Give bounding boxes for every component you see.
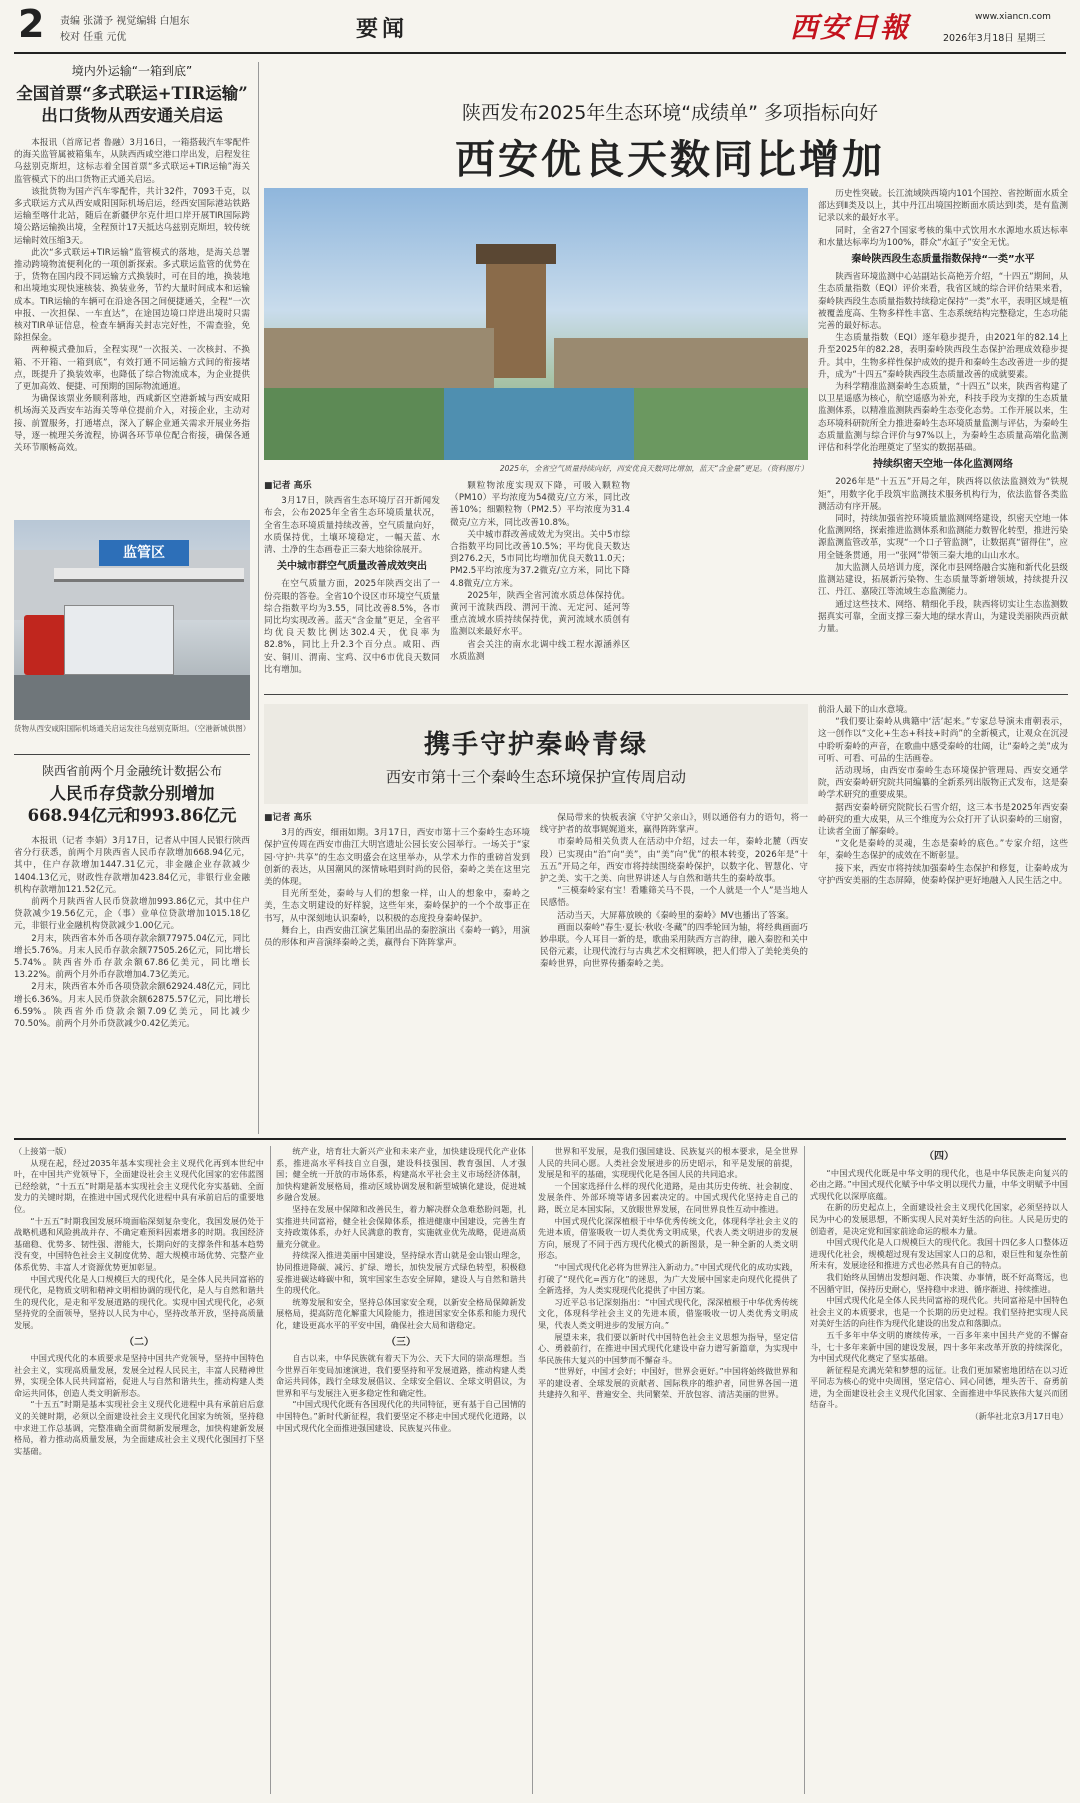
paragraph: 目光所至处，秦岭与人们的想象一样，山人的想象中，秦岭之美，生态文明建设的好样貌，这些年来，秦岭保护的一个个故事正在书写，从中深刻地认识秦岭，以积极的态度投身秦岭保护。 xyxy=(264,889,530,924)
customs-photo-caption: 货物从西安咸阳国际机场通关启运发往乌兹别克斯坦。（空港新城供图） xyxy=(14,724,251,733)
paragraph: 活动现场，由西安市秦岭生态环境保护管理局、西安交通学院，西安秦岭研究院共同编纂的全新系列出版物正式发布，这是秦岭学术研究的重要成果。 xyxy=(818,766,1068,801)
article-title: 全国首票“多式联运+TIR运输” xyxy=(16,84,248,103)
paragraph: 我们始终从国情出发想问题、作决策、办事情，既不好高骛远，也不因循守旧，保持历史耐心，坚持稳中求进、循序渐进、持续推进。 xyxy=(810,1271,1068,1294)
paragraph: 2026年是“十五五”开局之年，陕西将以依法监测效为“铁规矩”，用数字化手段筑牢监测技术服务机构行为，依法监督各类监测活动有序开展。 xyxy=(818,477,1068,512)
canopy xyxy=(54,568,244,582)
main-title: 西安优良天数同比增加 xyxy=(455,136,885,183)
continued-marker: （上接第一版） xyxy=(14,1146,72,1156)
tower xyxy=(486,258,546,378)
city-wall-photo-caption: 2025年，全省空气质量持续向好，西安优良天数同比增加，蓝天“含金量”更足。（资料图片） xyxy=(499,464,808,473)
left-divider xyxy=(14,754,250,755)
paragraph: 为确保该票业务顺利落地，西咸新区空港新城与西安咸阳机场海关及西安车站海关等单位提前介入，对接企业，主动对接、前置服务，打通堵点，深入了解企业通关需求开展业务指导，逐一梳理关务流程，协调各环节单位配合衔接，确保各通关环节顺畅高效。 xyxy=(14,394,250,454)
city-wall-right xyxy=(554,338,808,390)
section-marker: （三） xyxy=(386,1336,416,1348)
truck-cab xyxy=(24,615,66,675)
paragraph: 接下来，西安市将持续加强秦岭生态保护和修复，让秦岭成为守护西安美丽的生态屏障，使秦岭保护更好地融入人民生活之中。 xyxy=(818,863,1068,886)
article-kicker: 境内外运输“一箱到底” xyxy=(71,64,193,78)
trees-right xyxy=(634,388,808,460)
header xyxy=(0,0,1080,56)
article-body xyxy=(14,835,250,1121)
moat xyxy=(444,388,634,460)
main-divider xyxy=(264,694,1068,695)
bottom-column-4 xyxy=(810,1146,1068,1794)
bottom-column-2 xyxy=(276,1146,526,1794)
paragraph: 中国式现代化深深植根于中华优秀传统文化，体现科学社会主义的先进本质，借鉴吸收一切人类优秀文明成果，代表人类文明进步的发展方向，展现了不同于西方现代化模式的新图景，是一种全新的人类文明形态。 xyxy=(538,1215,798,1261)
paragraph: 中国式现代化的本质要求是坚持中国共产党领导，坚持中国特色社会主义，实现高质量发展，发展全过程人民民主，丰富人民精神世界，实现全体人民共同富裕，促进人与自然和谐共生，推动构建人类命运共同体，创造人类文明新形态。 xyxy=(14,1353,264,1398)
main2-column-3 xyxy=(818,704,1068,1130)
paragraph: 中国式现代化是全体人民共同富裕的现代化。共同富裕是中国特色社会主义的本质要求，也是一个长期的历史过程。我们坚持把实现人民对美好生活的向往作为现代化建设的出发点和落脚点。 xyxy=(810,1295,1068,1329)
paragraph: 在空气质量方面，2025年陕西交出了一份亮眼的答卷。全省10个设区市环境空气质量综合指数平均为3.55，同比改善8.5%，各市同比均实现改善。蓝天“含金量”更足，全省平均优良天数比例达302.4天，优良率为82.8%，同比上升2.3个百分点。咸阳、西安、铜川、渭南、宝鸡、汉中6市优良天数同比有增加。 xyxy=(264,579,440,675)
paragraph: 此次“多式联运+TIR运输”监管模式的落地，是海关总署推动跨境物流便利化的一项创新探索。多式联运监管的优势在于，货物在国内段不同运输方式换装时，可在目的地，换装地和出境地实现快速核装、换装业务，节约大量时间成本和运输成本。TIR运输的车辆可在沿途各国之间便捷通关，全程“一次申报、一次担保、一车直达”，在途国边境口岸进出境时只需核对TIR单证信息，检查车辆海关封志完好性，不需查验，免除担保金。 xyxy=(14,247,250,344)
main1-column-2 xyxy=(450,480,630,686)
paragraph: 市秦岭局相关负责人在活动中介绍，过去一年，秦岭北麓（西安段）已实现由“治”向“美”，由“美”向“优”的根本转变，2026年是“十五五”开局之年，西安市将持续围绕秦岭保护，以数字化、智慧化、守护之美、实干之美、向世界讲述人与自然和谐共生的秦岭故事。 xyxy=(540,837,808,885)
paragraph: 颗粒物浓度实现双下降，可吸入颗粒物（PM10）平均浓度为54微克/立方米，同比改善10%；细颗粒物（PM2.5）平均浓度为31.4微克/立方米，同比改善10.8%。 xyxy=(450,481,630,528)
issue-date: 2026年3月18日 星期三 xyxy=(943,33,1046,44)
paragraph: “十五五”时期是基本实现社会主义现代化进程中具有承前启后意义的关键时期，必须以全面建设社会主义现代化国家为统领，坚持稳中求进工作总基调，完整准确全面贯彻新发展理念，加快构建新发展格局，着力推动高质量发展，为全面建成社会主义现代化强国打下坚实基础。 xyxy=(14,1399,264,1456)
page-number: 2 xyxy=(18,2,45,46)
paragraph: 同时，全省27个国家考核的集中式饮用水水源地水质达标率和水量达标率均为100%，群众“水缸子”安全无忧。 xyxy=(818,225,1068,248)
trees-left xyxy=(264,388,444,460)
article-finance xyxy=(14,762,250,1121)
paragraph: 统筹发展和安全，坚持总体国家安全观，以新安全格局保障新发展格局，提高防范化解重大风险能力，推进国家安全体系和能力现代化，建设更高水平的平安中国，确保社会大局和谐稳定。 xyxy=(276,1296,526,1330)
paragraph: 保局带来的快板表演《守护父亲山》，则以通俗有力的语句，将一线守护者的故事娓娓道来，赢得阵阵掌声。 xyxy=(540,813,808,836)
customs-photo xyxy=(14,520,250,720)
paragraph: 加大监测人员培训力度，深化市县网络融合实施和新代化县级监测站建设，拓展新污染物、生态质量等新增领域，持续提升汉江、丹江、嘉陵江等流域生态监测能力。 xyxy=(818,562,1068,598)
paragraph: “三模秦岭家有宝！看雕筛关马不畏，一个人就是一个人”是当地人民感悟。 xyxy=(540,886,808,909)
paragraph: 习近平总书记深刻指出：“中国式现代化，深深植根于中华优秀传统文化，体现科学社会主义的先进本质，借鉴吸收一切人类优秀文明成果，代表人类文明进步的发展方向。” xyxy=(538,1296,798,1330)
paragraph: 从现在起，经过2035年基本实现社会主义现代化再到本世纪中叶，在中国共产党领导下，全面建设社会主义现代化国家的宏伟蓝图已经绘就，“十五五”时期是基本实现社会主义现代化夯实基础、全面发力的关键时期，在推进中国式现代化进程中具有承前启后的重要地位。 xyxy=(14,1157,264,1214)
section-title: 要闻 xyxy=(356,17,409,42)
bottom-divider-2 xyxy=(532,1146,533,1794)
paragraph: 本报讯（记者 李娟）3月17日，记者从中国人民银行陕西省分行获悉，前两个月陕西省人民币存款增加668.94亿元，其中，住户存款增加1447.31亿元，非金融企业存款减少1404.13亿元，财政性存款增加423.84亿元，非银行业金融机构存款增加121.52亿元。 xyxy=(14,836,250,895)
paragraph: 中国式现代化是人口规模巨大的现代化，是全体人民共同富裕的现代化，是物质文明和精神文明相协调的现代化，是人与自然和谐共生的现代化，是走和平发展道路的现代化。实现中国式现代化，必须坚持党的全面领导，坚持以人民为中心，坚持改革开放，坚持高质量发展。 xyxy=(14,1273,264,1330)
bottom-divider-1 xyxy=(270,1146,271,1794)
paragraph: 坚持在发展中保障和改善民生，着力解决群众急难愁盼问题，扎实推进共同富裕，健全社会保障体系，推进健康中国建设，完善生育支持政策体系，办好人民满意的教育，实施就业优先战略，促进高质量充分就业。 xyxy=(276,1203,526,1249)
gate-sign: 监管区 xyxy=(99,540,189,566)
paragraph: 舞台上，由西安曲江演艺集团出品的秦腔演出《秦岭一鹤》，用演员的形体和声音演绎秦岭之美，赢得台下阵阵掌声。 xyxy=(264,925,530,949)
paragraph: 2025年，陕西全省河流水质总体保持优。黄河干流陕西段、渭河干流、无定河、延河等重点流域水质持续保持优，黄河流域水质创有监测以来最好水平。 xyxy=(450,590,630,638)
article-body xyxy=(14,137,250,459)
column-divider xyxy=(258,62,259,1134)
paragraph: 为科学精准监测秦岭生态质量，“十四五”以来，陕西省构建了以卫星遥感为核心，航空遥感为补充，科技手段为支撑的生态质量监测体系，以精准监测陕西秦岭生态变化态势。工作开展以来，生态环境科研院所全力推进秦岭生态环境质量监测与评估，为秦岭生态质量监测与综合评价与97%以上，为秦岭生态质量高端化监测评估和科学化治理奠定了坚实的数据基础。 xyxy=(818,382,1068,454)
editor-line-1: 责编 张潇予 视觉编辑 白旭东 xyxy=(60,16,190,27)
paragraph: 画面以秦岭“春生·夏长·秋收·冬藏”的四季轮回为轴，将经典画面巧妙串联。今人耳目一新的是，歌曲采用陕西方言韵律，融入秦腔和关中民俗元素，让现代流行与古典艺术交相辉映，把人们带入了美轮美奂的秦岭世界，向世界传播秦岭之美。 xyxy=(540,922,808,970)
newspaper-logo: 西安日報 xyxy=(790,11,911,44)
truck-container xyxy=(64,605,174,675)
paragraph: 前两个月陕西省人民币贷款增加993.86亿元，其中住户贷款减少19.56亿元，企（事）业单位贷款增加1015.18亿元，非银行业金融机构贷款减少1.00亿元。 xyxy=(14,897,250,932)
byline: ■记者 高乐 xyxy=(264,481,312,491)
paragraph: 活动当天，大屏幕放映的《秦岭里的秦岭》MV也播出了答案。 xyxy=(557,910,794,921)
paragraph: 通过这些技术、网络、精细化手段，陕西将切实让生态监测数据真实可靠，全面支撑三秦大地的绿水青山，为建设美丽陕西贡献力量。 xyxy=(818,599,1068,634)
paragraph: 本报讯（首席记者 鲁融）3月16日，一箱搭载汽车零配件的海关监管属被箱集车，从陕西西咸空港口岸出发，启程发往乌兹别克斯坦，这标志着全国首票“多式联运+TIR运输”海关监管模式下的出口货物正式通关启运。 xyxy=(14,138,250,185)
subheading: 持续织密天空地一体化监测网络 xyxy=(873,459,1013,471)
header-rule xyxy=(14,52,1066,54)
road xyxy=(14,675,250,720)
paragraph: 关中城市群改善成效尤为突出。关中5市综合指数平均同比改善10.5%；平均优良天数达到276.2天，5市同比均增加优良天数11.0天；PM2.5平均浓度为37.2微克/立方米，同比下降4.8微克/立方米。 xyxy=(450,529,630,589)
section-marker: （二） xyxy=(124,1336,154,1348)
signoff: （新华社北京3月17日电） xyxy=(970,1411,1068,1422)
paragraph: 展望未来，我们要以新时代中国特色社会主义思想为指导，坚定信心、勇毅前行，在推进中国式现代化建设中奋力谱写新篇章，为实现中华民族伟大复兴的中国梦而不懈奋斗。 xyxy=(538,1331,798,1365)
paragraph: 2月末，陕西省本外币各项存款余额77975.04亿元，同比增长5.76%。月末人民币存款余额77505.26亿元，同比增长5.74%。陕西省外币存款余额67.86亿美元，同比增长13.22%。前两个月外币存款增加4.73亿美元。 xyxy=(14,933,250,981)
paragraph: 五千多年中华文明的赓续传承，一百多年来中国共产党的不懈奋斗，七十多年来新中国的建设发展，四十多年来改革开放的持续深化，为中国式现代化奠定了坚实基础。 xyxy=(810,1329,1068,1364)
byline: ■记者 高乐 xyxy=(264,813,312,823)
section-marker: （四） xyxy=(924,1151,954,1162)
main2-column-2 xyxy=(540,812,808,1130)
paragraph: 两种模式叠加后，全程实现“一次报关、一次核封、不换箱、不开箱、一箱到底”，有效打通不同运输方式间的衔接堵点，既提升了换装效率，也降低了综合物流成本，为企业提供了更加高效、便捷、可预期的国际物流通道。 xyxy=(14,345,250,393)
tower-roof xyxy=(476,244,556,264)
paragraph: 世界和平发展，是我们强国建设、民族复兴的根本要求，是全世界人民的共同心愿。人类社会发展进步的历史昭示，和平是发展的前提，发展是和平的基础，实现现代化是各国人民的共同追求。 xyxy=(538,1146,798,1180)
paragraph: “中国式现代化既是中华文明的现代化，也是中华民族走向复兴的必由之路。”中国式现代化赋予中华文明以现代力量，中华文明赋予中国式现代化以深厚底蕴。 xyxy=(810,1167,1068,1201)
main1-column-3 xyxy=(818,188,1068,686)
site-url: www.xiancn.com xyxy=(975,12,1051,22)
paragraph: 省会关注的南水北调中线工程水源涵养区水质监测 xyxy=(450,639,630,662)
paragraph: 持续深入推进美丽中国建设，坚持绿水青山就是金山银山理念，协同推进降碳、减污、扩绿、增长，加快发展方式绿色转型，积极稳妥推进碳达峰碳中和，筑牢国家生态安全屏障，建设人与自然和谐共生的现代化。 xyxy=(276,1250,526,1296)
paragraph: “中国式现代化既有各国现代化的共同特征，更有基于自己国情的中国特色。”新时代新征程，我们要坚定不移走中国式现代化道路，以中国式现代化全面推进强国建设、民族复兴伟业。 xyxy=(276,1399,526,1433)
paragraph: 在新的历史起点上，全面建设社会主义现代化国家，必须坚持以人民为中心的发展思想，不断实现人民对美好生活的向往。人民是历史的创造者，是决定党和国家前途命运的根本力量。 xyxy=(810,1202,1068,1236)
main-pretitle: 陕西发布2025年生态环境“成绩单” 多项指标向好 xyxy=(461,102,879,124)
paragraph: 前沿人最下的山水意境。 xyxy=(818,705,913,715)
paragraph: 该批货物为国产汽车零配件，共计32件，7093千克，以多式联运方式从西安咸阳国际机场启运，经西安国际港站铁路运输至喀什北站，随后在新疆伊尔克什坦口岸开展TIR国际跨境公路运输换出境，全程预计17天抵达乌兹别克斯坦，较传统运输时效压缩3天。 xyxy=(14,186,250,246)
bottom-column-1 xyxy=(14,1146,264,1794)
main1-column-1 xyxy=(264,480,440,686)
city-wall-photo xyxy=(264,188,808,460)
subheading: 关中城市群空气质量改善成效突出 xyxy=(277,561,427,573)
qinling-title: 携手守护秦岭青绿 xyxy=(423,730,648,760)
paragraph: 生态质量指数（EQI）逐年稳步提升，由2021年的82.14上升至2025年的82.28，表明秦岭陕西段生态保护治理成效稳步提升。其中，生物多样性保护成效的提升和秦岭生态改善进一步的提升，成为“十四五”秦岭陕西段生态质量改善的成就要素。 xyxy=(818,333,1068,380)
paragraph: 统产业，培育壮大新兴产业和未来产业，加快建设现代化产业体系，推进高水平科技自立自强，建设科技强国、教育强国、人才强国；健全统一开放的市场体系，构建高水平社会主义市场经济体制，加快构建新发展格局，推动区域协调发展和新型城镇化建设，促进城乡融合发展。 xyxy=(276,1146,526,1203)
article-title-2: 668.94亿元和993.86亿元 xyxy=(27,806,237,825)
paragraph: 据西安秦岭研究院院长石雪介绍，这三本书是2025年西安秦岭研究的重大成果，从三个维度为公众打开了认识秦岭的三扇窗，让读者全面了解秦岭。 xyxy=(818,802,1068,838)
paragraph: “世界好，中国才会好；中国好，世界会更好。”中国将始终做世界和平的建设者、全球发展的贡献者、国际秩序的维护者，同世界各国一道共建持久和平、普遍安全、共同繁荣、开放包容、清洁美丽的世界。 xyxy=(538,1366,798,1400)
article-kicker: 陕西省前两个月金融统计数据公布 xyxy=(41,764,222,778)
paragraph: “文化是秦岭的灵魂，生态是秦岭的底色。”专家介绍，这些年，秦岭生态保护的成效在不断彰显。 xyxy=(818,839,1068,862)
article-customs xyxy=(14,62,250,459)
editor-line-2: 校对 任重 元优 xyxy=(60,32,127,43)
subheading: 秦岭陕西段生态质量指数保持“一类”水平 xyxy=(851,254,1035,266)
main2-column-1 xyxy=(264,812,530,1130)
paragraph: 一个国家选择什么样的现代化道路，是由其历史传统、社会制度、发展条件、外部环境等诸多因素决定的。中国式现代化坚持走自己的路，既立足本国实际，又放眼世界发展，在同世界良性互动中推进。 xyxy=(538,1180,798,1214)
paragraph: “我们要让秦岭从典籍中‘活’起来。”专家总导演未甫朝表示，这一创作以“文化+生态+科技+时尚”的全新模式，让观众在沉浸中聆听秦岭的声音，在歌曲中感受秦岭的壮阔，让“秦岭之美”成为可听、可看、可品的生活画卷。 xyxy=(818,717,1068,764)
paragraph: “中国式现代化必将为世界注入新动力。”中国式现代化的成功实践，打破了“现代化=西方化”的迷思，为广大发展中国家走向现代化提供了全新选择，为人类实现现代化提供了中国方案。 xyxy=(538,1261,798,1296)
qinling-subtitle: 西安市第十三个秦岭生态环境保护宣传周启动 xyxy=(385,768,686,786)
paragraph: “十五五”时期我国发展环境面临深刻复杂变化，我国发展仍处于战略机遇和风险挑战并存、不确定难预料因素增多的时期。我国经济基础稳、优势多、韧性强、潜能大，长期向好的支撑条件和基本趋势没有变，中国特色社会主义制度优势、超大规模市场优势、完整产业体系优势、丰富人才资源优势更加彰显。 xyxy=(14,1215,264,1272)
bottom-divider-3 xyxy=(804,1146,805,1794)
paragraph: 新征程是充满光荣和梦想的远征。让我们更加紧密地团结在以习近平同志为核心的党中央周围，坚定信心、同心同德，埋头苦干、奋勇前进，为全面建设社会主义现代化国家、全面推进中华民族伟大复兴而团结奋斗。 xyxy=(810,1364,1068,1410)
paragraph: 历史性突破。长江流域陕西境内101个国控、省控断面水质全部达到Ⅱ类及以上，其中丹江出境国控断面水质达到Ⅰ类，是有监测记录以来的最好水平。 xyxy=(818,189,1068,224)
qinling-title-box xyxy=(264,704,808,804)
paragraph: 自古以来，中华民族就有着天下为公、天下大同的崇高理想。当今世界百年变局加速演进，我们要坚持和平发展道路，推动构建人类命运共同体，践行全球发展倡议、全球安全倡议、全球文明倡议，为世界和平与发展注入更多稳定性和确定性。 xyxy=(276,1353,526,1398)
paragraph: 2月末，陕西省本外币各项贷款余额62924.48亿元，同比增长6.36%。月末人民币贷款余额62875.57亿元，同比增长6.59%。陕西省外币贷款余额7.09亿美元，同比减少70.50%。前两个月外币贷款减少0.42亿美元。 xyxy=(14,982,250,1030)
article-title: 人民币存贷款分别增加 xyxy=(49,784,215,803)
city-wall-left xyxy=(264,328,494,388)
bottom-section-rule xyxy=(14,1138,1066,1140)
article-title-2: 出口货物从西安通关启运 xyxy=(41,106,223,125)
paragraph: 陕西省环境监测中心站副站长高艳芳介绍，“十四五”期间，从生态质量指数（EQI）评价来看，我省区域的综合评价结果来看，秦岭陕西段生态质量指数持续稳定保持“一类”水平，表明区域是植被覆盖度高、生物多样性丰富、生态系统结构完整稳定，生态功能完善的最好标志。 xyxy=(818,272,1068,332)
paragraph: 3月的西安，细雨如期。3月17日，西安市第十三个秦岭生态环境保护宣传周在西安市曲江大明宫遗址公园长安公园举行。一场关于“家园·守护·共享”的生态文明盛会在这里举办，从学术力作的重磅首发到创新的表达，从国潮风的深情咏唱到时尚的民俗，秦岭之美在这里完美的体现。 xyxy=(264,828,530,888)
paragraph: 3月17日，陕西省生态环境厅召开新闻发布会，公布2025年全省生态环境质量状况，全省生态环境质量持续改善，空气质量向好，水质保持优，土壤环境稳定，一幅天蓝、水清、土净的生态画卷正三秦大地徐徐展开。 xyxy=(264,496,440,556)
paragraph: 中国式现代化是人口规模巨大的现代化。我国十四亿多人口整体迈进现代化社会，规模超过现有发达国家人口的总和，艰巨性和复杂性前所未有，发展途径和推进方式也必然具有自己的特点。 xyxy=(810,1237,1068,1271)
bottom-column-3 xyxy=(538,1146,798,1794)
paragraph: 同时，持续加强省控环境质量监测网络建设，织密天空地一体化监测网络，探索推进监测体系和监测能力数智化转型，推进污染源监测监管改革，实现“一个口子管监测”，让数据真“留得住”，应用全链条贯通，用一“张网”带领三秦大地的山山水水。 xyxy=(818,514,1068,561)
